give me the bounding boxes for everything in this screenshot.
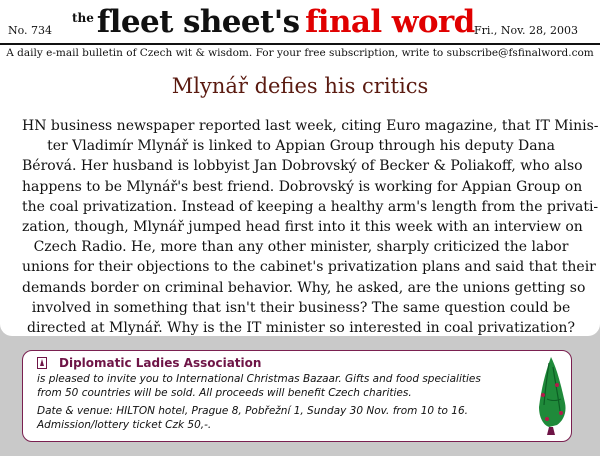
article-line: zation, though, Mlynář jumped head first into it this week with an interview on: [22, 219, 583, 236]
article-line: unions for their objections to the cabinet's privatization plans and said that their: [22, 259, 596, 276]
christmas-tree-icon: [527, 355, 571, 439]
advertisement-box: [22, 350, 572, 442]
issue-date: Fri., Nov. 28, 2003: [473, 24, 578, 37]
ad-line: Admission/lottery ticket Czk 50,-.: [37, 419, 212, 431]
ad-line: is pleased to invite you to International Christmas Bazaar. Gifts and food specialities: [37, 373, 481, 385]
issue-number: No. 734: [8, 24, 53, 37]
masthead-rule: [0, 43, 600, 45]
tagline: A daily e-mail bulletin of Czech wit & wisdom. For your free subscription, write to subscribe@fsfinalword.com: [6, 47, 594, 59]
ad-organization: Diplomatic Ladies Association: [59, 356, 262, 370]
article-line: Czech Radio. He, more than any other minister, sharply criticized the labor: [33, 239, 569, 256]
ornament-icon: [37, 357, 47, 369]
article-line: the coal privatization. Instead of keeping a healthy arm's length from the privati-: [22, 198, 599, 215]
masthead-title-main: fleet sheet's: [96, 4, 300, 40]
article-line: happens to be Mlynář's best friend. Dobrovský is working for Appian Group on: [22, 178, 583, 195]
article-headline: Mlynář defies his critics: [171, 74, 429, 98]
article-line: HN business newspaper reported last week, citing Euro magazine, that IT Minis-: [22, 118, 599, 134]
masthead: [0, 0, 600, 44]
article-line: demands border on criminal behavior. Why, he asked, are the unions getting so: [22, 279, 586, 296]
article-line: ter Vladimír Mlynář is linked to Appian Group through his deputy Dana: [47, 138, 555, 155]
article-body: [22, 116, 599, 338]
masthead-title: [72, 4, 475, 40]
masthead-title-the: the: [72, 11, 94, 25]
article-line: directed at Mlynář. Why is the IT minister so interested in coal privatization?: [27, 320, 575, 337]
ad-line: Date & venue: HILTON hotel, Prague 8, Pobřežní 1, Sunday 30 Nov. from 10 to 16.: [37, 405, 468, 417]
ad-line: from 50 countries will be sold. All proceeds will benefit Czech charities.: [37, 387, 412, 399]
article-line: involved in something that isn't their business? The same question could be: [31, 299, 571, 316]
article-line: Bérová. Her husband is lobbyist Jan Dobrovský of Becker & Poliakoff, who also: [22, 158, 583, 175]
masthead-title-accent: final word: [305, 4, 475, 40]
